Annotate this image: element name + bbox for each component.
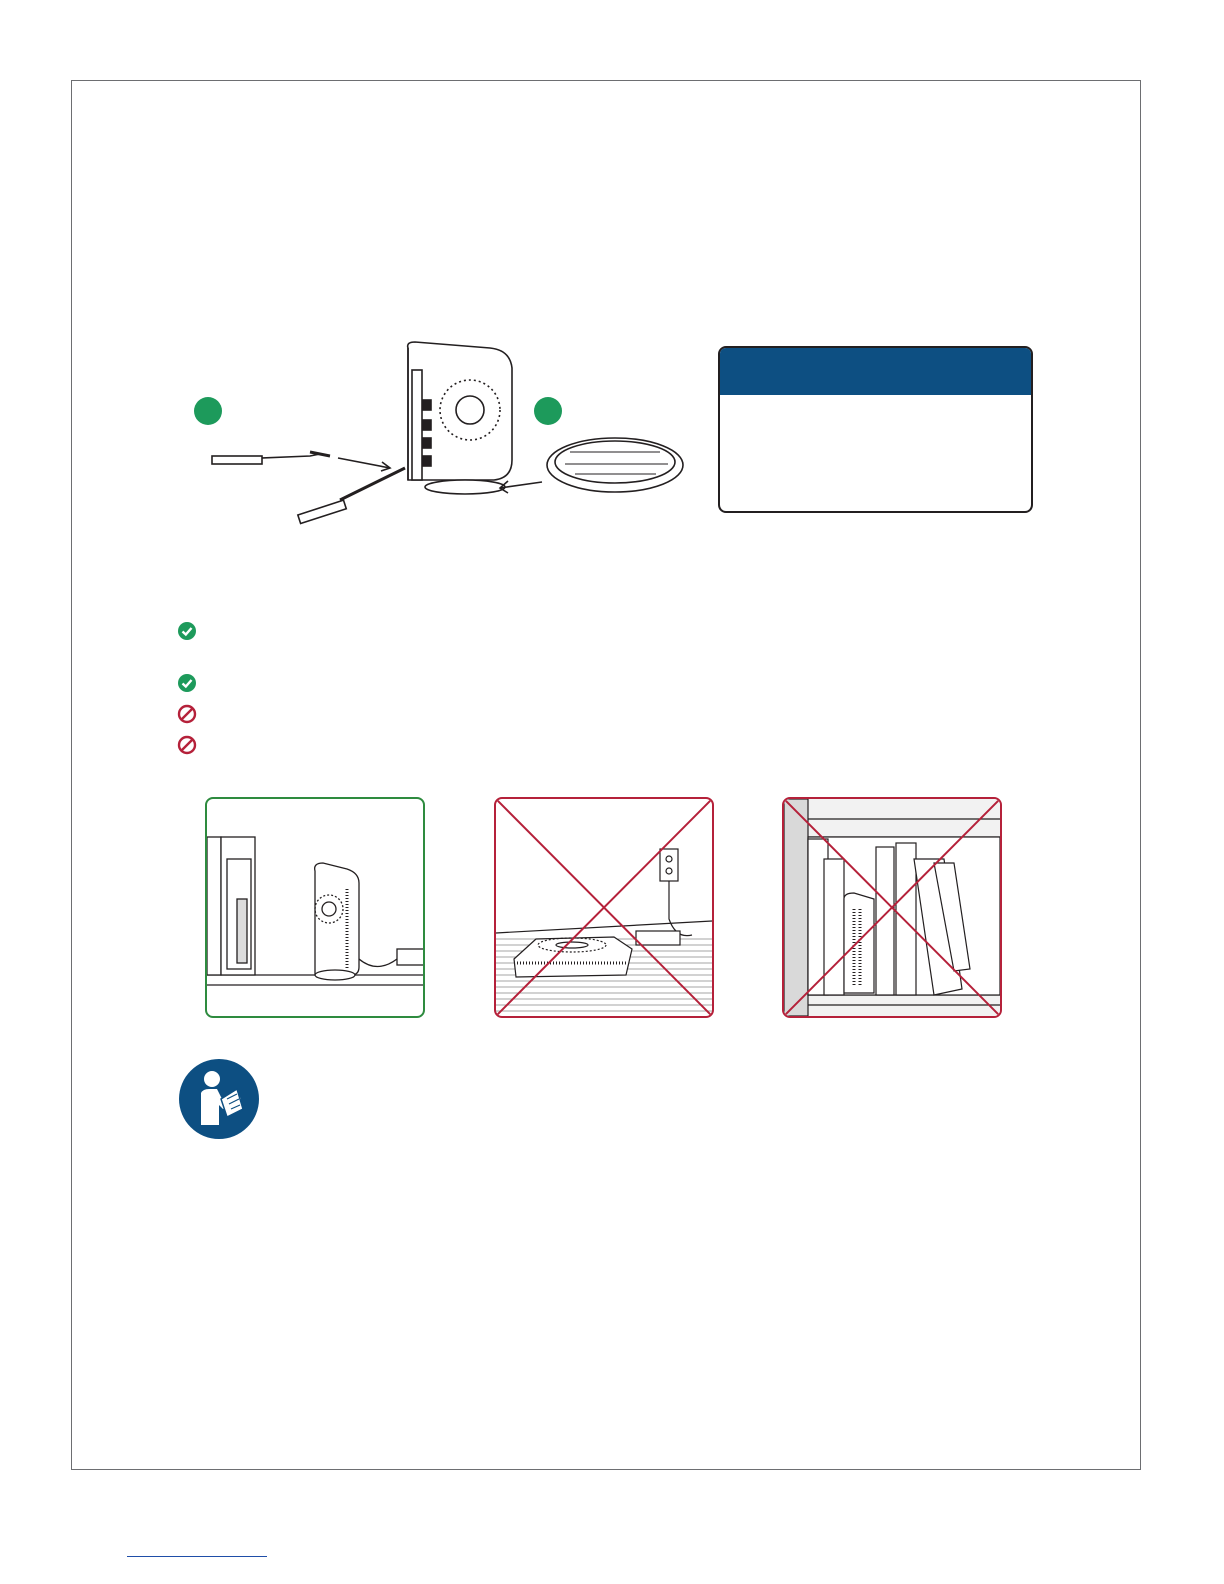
- good-placement-panel: [205, 797, 425, 1018]
- footer-link[interactable]: [127, 1556, 267, 1557]
- bad-placement-shelf-panel: [782, 797, 1002, 1018]
- user-manual-reader-icon: [179, 1059, 259, 1139]
- page-frame: [71, 80, 1141, 1470]
- bad-placement-floor-panel: [494, 797, 714, 1018]
- router-setup-illustration: [190, 340, 710, 540]
- check-circle-icon: [177, 621, 197, 641]
- no-entry-icon: [177, 704, 197, 724]
- no-entry-icon: [177, 735, 197, 755]
- tip-box: [718, 346, 1033, 513]
- tip-box-body: [720, 395, 1031, 415]
- tip-box-header: [720, 348, 1031, 395]
- check-circle-icon: [177, 673, 197, 693]
